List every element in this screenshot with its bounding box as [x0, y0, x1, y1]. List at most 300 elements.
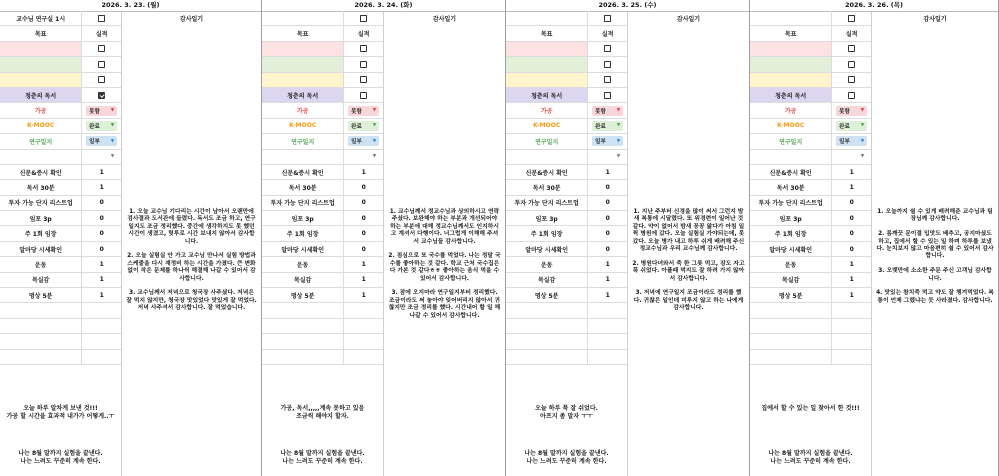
empty-row: [506, 350, 627, 365]
task-row: [0, 165, 121, 180]
goal-row: [262, 57, 383, 72]
journal-title: 감사일기: [923, 16, 947, 23]
task-label: 독서 30분: [750, 180, 832, 194]
task-value[interactable]: 0: [605, 214, 610, 222]
task-label: 신문&증시 확인: [750, 165, 832, 179]
task-value[interactable]: 1: [99, 168, 104, 176]
goal-cell[interactable]: [0, 57, 82, 71]
daily-affirmation: 나는 8월 말까지 실험을 끝낸다. 나는 느려도 꾸준히 계속 한다.: [524, 450, 609, 465]
dropdown-arrow-icon: ▼: [616, 154, 621, 160]
task-value[interactable]: 1: [605, 168, 610, 176]
table-header: [0, 26, 121, 41]
empty-cell: [262, 350, 344, 364]
status-dropdown[interactable]: [86, 136, 117, 146]
status-row: [0, 134, 121, 149]
task-label: 명상 5분: [506, 288, 588, 302]
reading-check-cell: [832, 88, 871, 102]
goal-cell[interactable]: [262, 57, 344, 71]
task-row: [750, 288, 871, 303]
gratitude-journal-text: 1. 오늘까지 쉴 수 있게 배려해준 교수님과 팀장님께 감사합니다. 2. 몸깨끗 문이결 입맛도 배추고, 공지마셨도 하고, 집에서 할 수 있는 일 하며 하루를 보냈다. 눈치보지 않고 마음편히 쉴 수 있어서 감사합니다. 3. 오랫만에 소소한 주문 주신 고객님 감사합니다. 4. 맛있는 참치죽 먹고 약도 잘 챙겨먹었다. 복통이 언제 그랬냐는 듯 사라졌다. 감사합니다.: [876, 209, 994, 304]
status-value: 못함: [89, 108, 100, 115]
task-row: [262, 273, 383, 288]
task-label: 주 1회 임장: [262, 226, 344, 240]
empty-cell: [0, 303, 82, 317]
task-row: [506, 273, 627, 288]
goal-header: 목표: [506, 26, 588, 40]
task-value[interactable]: 0: [361, 245, 366, 253]
empty-cell: [0, 350, 82, 364]
task-label: 운동: [506, 257, 588, 271]
goal-checkbox[interactable]: [848, 45, 855, 52]
empty-dropdown[interactable]: [592, 152, 623, 162]
task-label: 신문&증시 확인: [0, 165, 82, 179]
empty-cell: [832, 334, 871, 348]
task-label: 목실감: [506, 273, 588, 287]
status-value: 완료: [89, 123, 100, 130]
status-cell: [588, 103, 627, 117]
goal-row: [750, 73, 871, 88]
empty-row: [262, 350, 383, 365]
empty-cell: [262, 303, 344, 317]
daily-reflection: 집에서 할 수 있는 일 찾아서 한 것!!!: [761, 405, 860, 412]
task-label: 운동: [0, 257, 82, 271]
status-label: 연구일지: [506, 134, 588, 148]
goal-checkbox[interactable]: [848, 76, 855, 83]
goal-checkbox[interactable]: [604, 76, 611, 83]
task-value[interactable]: 1: [99, 260, 104, 268]
task-row: [262, 165, 383, 180]
task-value[interactable]: 1: [361, 168, 366, 176]
dropdown-arrow-icon: ▼: [372, 108, 377, 114]
status-row: [750, 119, 871, 134]
status-value: 완료: [839, 123, 850, 130]
status-value: 일부: [351, 139, 362, 146]
goal-cell[interactable]: [262, 42, 344, 56]
empty-row: [262, 334, 383, 349]
status-cell: [832, 119, 871, 133]
goal-header: 목표: [750, 26, 832, 40]
result-header: 실적: [601, 31, 614, 39]
day-column: [262, 0, 506, 476]
task-value[interactable]: 0: [99, 230, 104, 238]
task-label: 명상 5분: [750, 288, 832, 302]
status-label: 가공: [506, 103, 588, 117]
task-row: [506, 165, 627, 180]
goal-row: [262, 42, 383, 57]
empty-cell: [262, 334, 344, 348]
task-value[interactable]: 1: [99, 291, 104, 299]
empty-cell: [588, 350, 627, 364]
empty-row: [750, 334, 871, 349]
daily-reflection: 오늘 하루 알차게 보낸 것!!! 가공 할 시간을 효과적 내가가 어떻게..ㅜ: [6, 405, 115, 420]
dropdown-arrow-icon: ▼: [860, 108, 865, 114]
task-label: 독서 30분: [0, 180, 82, 194]
empty-dropdown[interactable]: [836, 152, 867, 162]
task-label: 투자 가능 단지 리스트업: [262, 196, 344, 210]
status-dropdown[interactable]: [836, 136, 867, 146]
task-row: [0, 273, 121, 288]
task-label: 명상 5분: [262, 288, 344, 302]
status-dropdown[interactable]: [86, 121, 117, 131]
task-row: [262, 211, 383, 226]
dropdown-arrow-icon: ▼: [110, 138, 115, 144]
goal-table: [750, 11, 871, 365]
task-label: 알마당 시세확인: [262, 242, 344, 256]
journal-checkbox[interactable]: [360, 15, 367, 22]
gratitude-journal-text: 1. 교수님께서 정교수님과 상의하시고 연락주셨다. 보완해야 하는 부분과 개선되어야 하는 부분에 대해 정교수님께서도 인지하시고 계셔서 다행이다. 너그럽게 이해해 주셔서 교수님들 감사합니다. 2. 점심으로 또 국수를 먹었다. 나는 정말 국수를 좋아하는 것 같다. 학교 근처 국수집은 다 가본 것 같다ㅎㅎ 좋아하는 음식 먹을 수 있어서 감사합니다. 3. 잠에 오지마라 연구일지부터 정리했다. 조금이라도 써 놓아야 잊어버리지 않아서 귀찮지만 조금 정리를 했다. 시간내어 할 일 해 나갈 수 있어서 감사합니다.: [388, 209, 501, 319]
goal-row: [506, 73, 627, 88]
task-value[interactable]: 0: [605, 245, 610, 253]
goal-table: [262, 11, 383, 365]
task-value[interactable]: 1: [361, 276, 366, 284]
goal-row: [750, 57, 871, 72]
task-value[interactable]: 0: [849, 214, 854, 222]
task-row: [506, 180, 627, 195]
task-value[interactable]: 1: [99, 183, 104, 191]
task-row: [0, 288, 121, 303]
status-label: 연구일지: [262, 134, 344, 148]
empty-row: [750, 350, 871, 365]
status-value: 완료: [595, 123, 606, 130]
task-value[interactable]: 1: [849, 291, 854, 299]
empty-cell: [344, 350, 383, 364]
task-row: [750, 257, 871, 272]
task-label: 독서 30분: [262, 180, 344, 194]
task-value[interactable]: 0: [99, 214, 104, 222]
empty-dropdown-cell: [832, 150, 871, 164]
day-column: [506, 0, 750, 476]
empty-cell: [506, 350, 588, 364]
journal-checkbox[interactable]: [98, 15, 105, 22]
empty-row: [750, 303, 871, 318]
status-dropdown[interactable]: [836, 106, 867, 116]
status-label: K-MOOC: [750, 119, 832, 133]
task-row: [262, 288, 383, 303]
empty-cell: [262, 319, 344, 333]
status-dropdown[interactable]: [348, 136, 379, 146]
status-cell: [344, 134, 383, 148]
task-label: 임포 3p: [506, 211, 588, 225]
table-header: [262, 26, 383, 41]
goal-check-cell: [832, 73, 871, 87]
task-value[interactable]: 1: [849, 276, 854, 284]
status-cell: [82, 103, 121, 117]
task-label: 목실감: [0, 273, 82, 287]
empty-dropdown-cell: [588, 150, 627, 164]
empty-dropdown-row: [750, 150, 871, 165]
journal-area: [121, 11, 261, 476]
status-row: [506, 119, 627, 134]
goal-row: [506, 42, 627, 57]
journal-checkbox[interactable]: [848, 15, 855, 22]
empty-dropdown-row: [262, 150, 383, 165]
status-label: 연구일지: [750, 134, 832, 148]
task-value[interactable]: 1: [361, 291, 366, 299]
goal-check-cell: [344, 57, 383, 71]
dropdown-arrow-icon: ▼: [110, 108, 115, 114]
goal-checkbox[interactable]: [360, 76, 367, 83]
task-value[interactable]: 0: [99, 199, 104, 207]
status-dropdown[interactable]: [592, 121, 623, 131]
goal-cell[interactable]: [750, 57, 832, 71]
gratitude-journal-text: 1. 오늘 교수님 기다리는 시간이 남아서 오랜만에 검사결과 도서관에 들렸다. 독서도 조금 하고, 연구일지도 조금 정리했다. 중간에 생각하지도 못 했던 시간이 생겼고, 헛루로 시간 보내지 않아서 감사합니다. 2. 오늘 실험실 안 가고 교수님 만나서 실험 방법과 스케줄을 다시 재정비 하는 시간을 가졌다. 큰 변화없이 작은 문제를 하나씩 해결해 나갈 수 있어서 감사합니다. 3. 교수님께서 저녁으로 청국장 사주셨다. 저녁은 잘 먹지 않지만, 청국장 맛있었다 맛있게 잘 먹었다. 저녁 사주셔서 감사합니다. 잘 먹었습니다.: [126, 209, 257, 312]
goal-row: [506, 57, 627, 72]
empty-cell: [750, 334, 832, 348]
journal-header: [628, 11, 749, 26]
empty-cell: [832, 319, 871, 333]
task-label: 신문&증시 확인: [506, 165, 588, 179]
empty-cell: [588, 334, 627, 348]
goal-checkbox[interactable]: [360, 61, 367, 68]
table-header: [750, 26, 871, 41]
goal-checkbox[interactable]: [848, 61, 855, 68]
status-label: 가공: [262, 103, 344, 117]
reading-row: [506, 88, 627, 103]
task-row: [262, 180, 383, 195]
reading-check-cell: [588, 88, 627, 102]
task-row: [750, 242, 871, 257]
date-header: 2026. 3. 23. (월): [0, 0, 261, 12]
result-header: 실적: [95, 31, 108, 39]
goal-checkbox[interactable]: [98, 76, 105, 83]
task-label: 투자 가능 단지 리스트업: [0, 196, 82, 210]
empty-dropdown[interactable]: [348, 152, 379, 162]
empty-cell: [506, 334, 588, 348]
task-row: [262, 226, 383, 241]
reading-checkbox[interactable]: [604, 92, 611, 99]
goal-check-cell: [344, 73, 383, 87]
journal-header: [122, 11, 261, 26]
task-label: 운동: [262, 257, 344, 271]
goal-checkbox[interactable]: [98, 61, 105, 68]
status-dropdown[interactable]: [592, 106, 623, 116]
task-row: [750, 165, 871, 180]
task-value[interactable]: 0: [849, 245, 854, 253]
task-value[interactable]: 1: [605, 276, 610, 284]
status-dropdown[interactable]: [348, 106, 379, 116]
date-header: 2026. 3. 24. (화): [262, 0, 505, 12]
goal-cell[interactable]: [506, 73, 588, 87]
status-value: 못함: [839, 108, 850, 115]
status-row: [750, 134, 871, 149]
task-label: 투자 가능 단지 리스트업: [750, 196, 832, 210]
task-value[interactable]: 0: [849, 199, 854, 207]
dropdown-arrow-icon: ▼: [860, 154, 865, 160]
dropdown-arrow-icon: ▼: [616, 123, 621, 129]
empty-cell: [832, 350, 871, 364]
status-row: [262, 134, 383, 149]
status-row: [506, 134, 627, 149]
task-value[interactable]: 1: [361, 260, 366, 268]
status-value: 완료: [351, 123, 362, 130]
dropdown-arrow-icon: ▼: [110, 154, 115, 160]
task-value[interactable]: 0: [99, 245, 104, 253]
daily-affirmation: 나는 8월 말까지 실험을 끝낸다. 나는 느려도 꾸준히 계속 한다.: [18, 450, 103, 465]
status-label: K-MOOC: [506, 119, 588, 133]
journal-checkbox[interactable]: [604, 15, 611, 22]
status-dropdown[interactable]: [86, 106, 117, 116]
reading-row: [750, 88, 871, 103]
goal-checkbox[interactable]: [604, 61, 611, 68]
goal-cell[interactable]: [506, 57, 588, 71]
status-dropdown[interactable]: [592, 136, 623, 146]
goal-check-cell: [82, 73, 121, 87]
daily-affirmation: 나는 8월 말까지 실험을 끝낸다. 나는 느려도 꾸준히 계속 한다.: [280, 450, 365, 465]
task-value[interactable]: 0: [605, 230, 610, 238]
task-label: 투자 가능 단지 리스트업: [506, 196, 588, 210]
task-label: 임포 3p: [750, 211, 832, 225]
goal-checkbox[interactable]: [360, 45, 367, 52]
status-label: K-MOOC: [262, 119, 344, 133]
task-value[interactable]: 1: [849, 183, 854, 191]
empty-cell: [506, 150, 588, 164]
task-row: [750, 180, 871, 195]
status-label: 가공: [750, 103, 832, 117]
status-row: [0, 119, 121, 134]
empty-row: [506, 303, 627, 318]
empty-dropdown-row: [0, 150, 121, 165]
task-row: [262, 196, 383, 211]
task-value[interactable]: 0: [361, 183, 366, 191]
task-row: [262, 257, 383, 272]
journal-area: [627, 11, 749, 476]
goal-cell[interactable]: [750, 73, 832, 87]
goal-checkbox[interactable]: [604, 45, 611, 52]
empty-cell: [82, 319, 121, 333]
journal-area: [383, 11, 505, 476]
task-label: 운동: [750, 257, 832, 271]
empty-cell: [506, 303, 588, 317]
top-label: [506, 11, 588, 25]
status-value: 일부: [595, 139, 606, 146]
goal-checkbox[interactable]: [98, 45, 105, 52]
empty-row: [0, 350, 121, 365]
goal-row: [750, 42, 871, 57]
goal-cell[interactable]: [0, 73, 82, 87]
reading-checkbox[interactable]: [848, 92, 855, 99]
result-header: 실적: [357, 31, 370, 39]
status-value: 일부: [839, 139, 850, 146]
task-row: [750, 211, 871, 226]
goal-check-cell: [588, 73, 627, 87]
task-label: 임포 3p: [262, 211, 344, 225]
goal-check-cell: [344, 42, 383, 56]
task-value[interactable]: 0: [361, 199, 366, 207]
reading-label: 청춘의 독서: [750, 88, 832, 102]
goal-cell[interactable]: [750, 42, 832, 56]
dropdown-arrow-icon: ▼: [860, 138, 865, 144]
task-value[interactable]: 0: [849, 230, 854, 238]
table-header: [506, 26, 627, 41]
task-value[interactable]: 0: [605, 199, 610, 207]
status-cell: [344, 103, 383, 117]
status-value: 못함: [595, 108, 606, 115]
empty-dropdown[interactable]: [86, 152, 117, 162]
status-cell: [82, 119, 121, 133]
goal-row: [262, 73, 383, 88]
goal-check-cell: [588, 57, 627, 71]
empty-row: [262, 303, 383, 318]
goal-check-cell: [832, 42, 871, 56]
task-label: 목실감: [750, 273, 832, 287]
task-row: [0, 226, 121, 241]
task-value[interactable]: 0: [361, 214, 366, 222]
status-row: [506, 103, 627, 118]
goal-cell[interactable]: [262, 73, 344, 87]
status-label: K-MOOC: [0, 119, 82, 133]
reading-checkbox[interactable]: [98, 92, 105, 99]
journal-header: [384, 11, 505, 26]
status-row: [750, 103, 871, 118]
date-header: 2026. 3. 26. (목): [750, 0, 998, 12]
goal-table: [0, 11, 121, 365]
top-label: [750, 11, 832, 25]
task-row: [506, 242, 627, 257]
dropdown-arrow-icon: ▼: [616, 138, 621, 144]
day-column: [750, 0, 999, 476]
reading-checkbox[interactable]: [360, 92, 367, 99]
task-value[interactable]: 0: [361, 230, 366, 238]
task-label: 주 1회 임장: [506, 226, 588, 240]
empty-row: [0, 319, 121, 334]
journal-area: [871, 11, 998, 476]
task-value[interactable]: 1: [605, 260, 610, 268]
status-value: 못함: [351, 108, 362, 115]
empty-cell: [82, 334, 121, 348]
status-cell: [344, 119, 383, 133]
status-dropdown[interactable]: [348, 121, 379, 131]
top-label: [262, 11, 344, 25]
reading-row: [262, 88, 383, 103]
task-row: [506, 288, 627, 303]
empty-cell: [262, 150, 344, 164]
task-value[interactable]: 0: [605, 183, 610, 191]
task-row: [262, 242, 383, 257]
empty-row: [262, 319, 383, 334]
dropdown-arrow-icon: ▼: [372, 138, 377, 144]
task-value[interactable]: 1: [849, 260, 854, 268]
status-value: 일부: [89, 139, 100, 146]
empty-cell: [82, 303, 121, 317]
task-row: [0, 180, 121, 195]
reading-label: 청춘의 독서: [262, 88, 344, 102]
status-cell: [82, 134, 121, 148]
daily-reflection: 오늘 하루 푹 잘 쉬었다. 아프지 좀 말자 ㅜㅜ: [535, 405, 598, 420]
task-value[interactable]: 1: [605, 291, 610, 299]
reading-check-cell: [82, 88, 121, 102]
goal-cell[interactable]: [0, 42, 82, 56]
task-label: 독서 30분: [506, 180, 588, 194]
task-row: [750, 273, 871, 288]
task-row: [0, 242, 121, 257]
daily-reflection: 가공, 독서,,,,,계속 못하고 있음 조금씩 해야지 할자.: [280, 405, 365, 420]
empty-cell: [750, 319, 832, 333]
goal-row: [0, 73, 121, 88]
empty-cell: [588, 319, 627, 333]
task-label: 알마당 시세확인: [0, 242, 82, 256]
dropdown-arrow-icon: ▼: [372, 123, 377, 129]
goal-cell[interactable]: [506, 42, 588, 56]
dropdown-arrow-icon: ▼: [860, 123, 865, 129]
dropdown-arrow-icon: ▼: [372, 154, 377, 160]
empty-cell: [506, 319, 588, 333]
task-label: 주 1회 임장: [0, 226, 82, 240]
task-value[interactable]: 1: [849, 168, 854, 176]
task-row: [0, 211, 121, 226]
status-dropdown[interactable]: [836, 121, 867, 131]
status-cell: [588, 134, 627, 148]
task-value[interactable]: 1: [99, 276, 104, 284]
